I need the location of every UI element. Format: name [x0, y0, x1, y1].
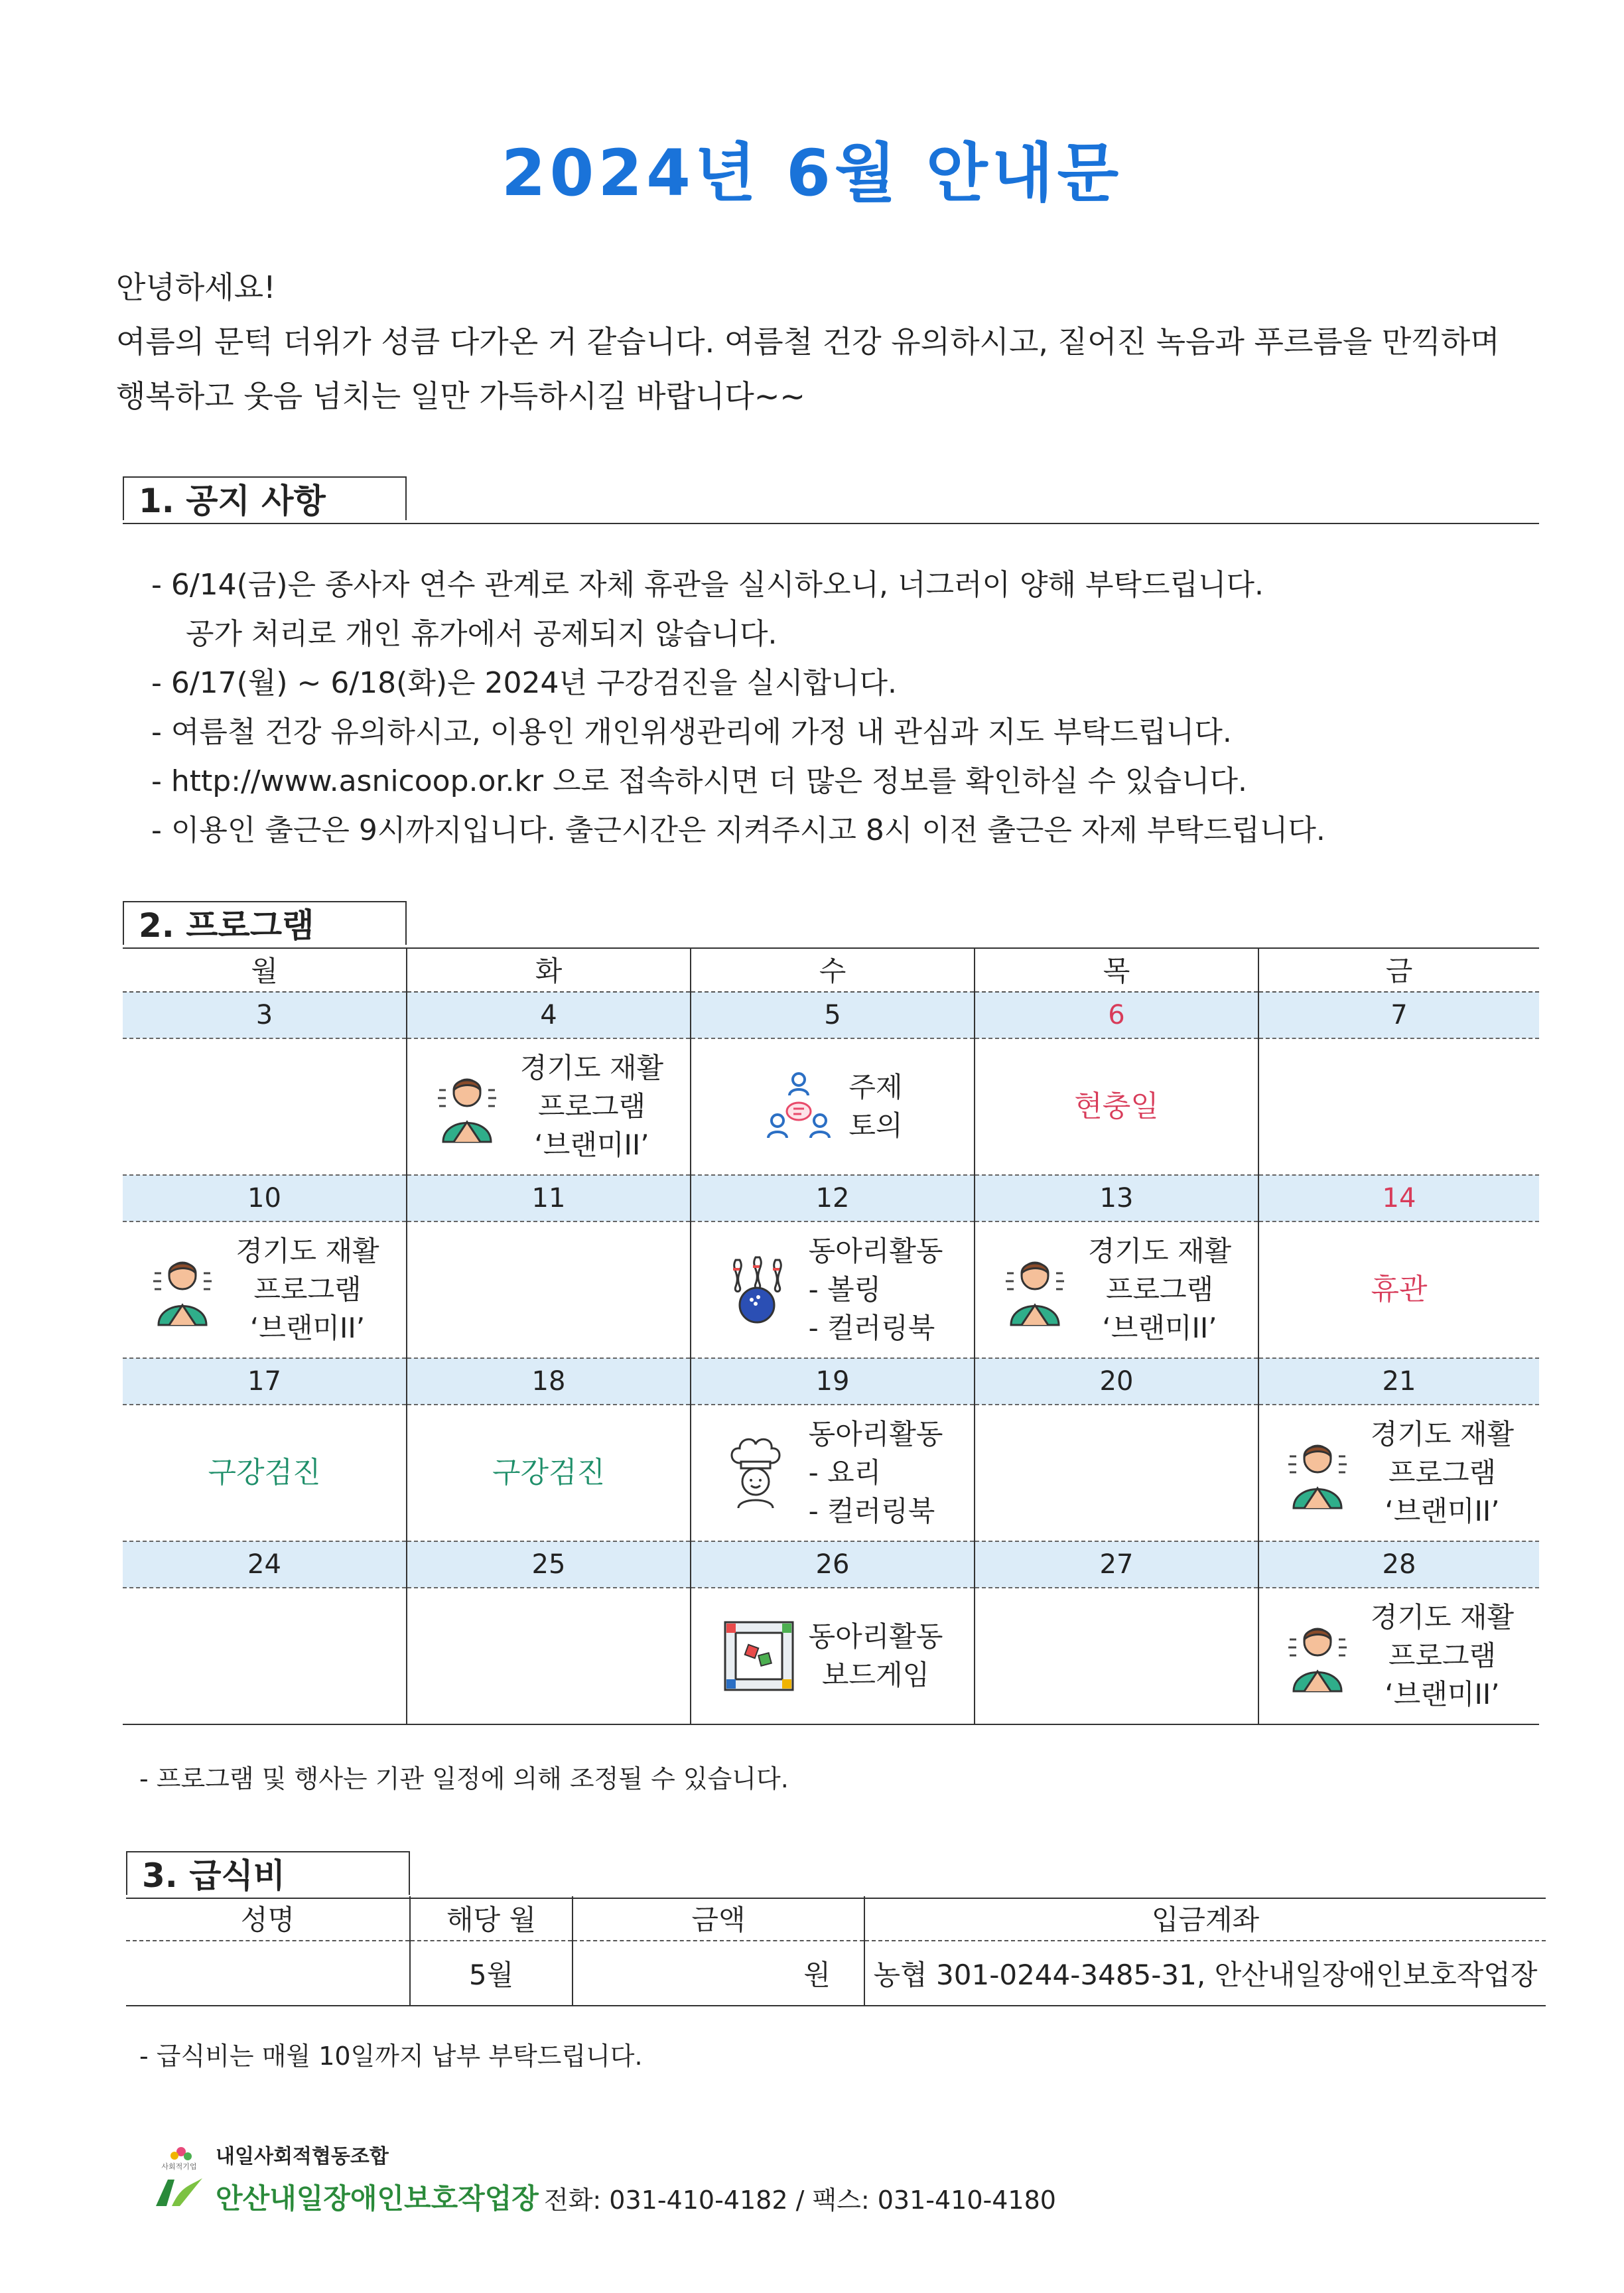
program-line: 동아리활동 [808, 1418, 943, 1450]
date-cell: 14 [1258, 1175, 1539, 1221]
program-line: 프로그램 [1105, 1273, 1214, 1306]
weekday-label: 목 [975, 947, 1258, 992]
program-line: 프로그램 [1388, 1456, 1497, 1489]
footer [149, 2140, 1056, 2215]
program-cell [975, 1405, 1258, 1541]
program-text [1088, 1232, 1231, 1348]
weekday-label: 금 [1258, 947, 1539, 992]
date-cell: 28 [1258, 1541, 1539, 1588]
program-cell [1258, 1588, 1539, 1724]
notice-item: - 여름철 건강 유의하시고, 이용인 개인위생관리에 가정 내 관심과 지도 부탁드립니다. [151, 715, 1232, 749]
fee-name [126, 1941, 410, 2006]
program-cell [691, 1038, 975, 1175]
date-cell: 21 [1258, 1358, 1539, 1405]
person-rehab-icon [434, 1070, 500, 1143]
notice-item: - 6/17(월) ~ 6/18(화)은 2024년 구강검진을 실시합니다. [151, 666, 897, 700]
fee-amount: 원 [573, 1941, 864, 2006]
program-cell [123, 1588, 407, 1724]
date-cell: 11 [407, 1175, 691, 1221]
program-row [123, 1405, 1539, 1541]
notice-item: 공가 처리로 개인 휴가에서 공제되지 않습니다. [186, 617, 778, 651]
date-cell: 5 [691, 992, 975, 1038]
program-text [809, 1415, 943, 1531]
program-cell [975, 1038, 1258, 1175]
program-cell [407, 1405, 691, 1541]
person-rehab-icon [1284, 1620, 1351, 1693]
date-cell: 25 [407, 1541, 691, 1588]
program-line: ‘브랜미II’ [249, 1312, 366, 1344]
date-cell: 12 [691, 1175, 975, 1221]
program-line: 동아리활동 [808, 1620, 943, 1653]
date-row [123, 1358, 1539, 1405]
fee-header: 금액 [573, 1896, 864, 1941]
person-rehab-icon [149, 1253, 216, 1326]
date-cell: 6 [975, 992, 1258, 1038]
org-subtitle: 내일사회적협동조합 [216, 2145, 389, 2168]
fee-header-row [126, 1896, 1546, 1941]
program-line: ‘브랜미II’ [1385, 1495, 1500, 1527]
date-cell: 18 [407, 1358, 691, 1405]
intro-line: 행복하고 웃음 넘치는 일만 가득하시길 바랍니다~~ [116, 378, 805, 414]
program-text [236, 1232, 379, 1348]
date-cell: 26 [691, 1541, 975, 1588]
program-line: 동아리활동 [808, 1235, 943, 1267]
program-line: 구강검진 [492, 1456, 605, 1490]
program-cell [975, 1221, 1258, 1358]
program-line: 경기도 재활 [1087, 1235, 1232, 1267]
weekday-label: 월 [123, 947, 407, 992]
date-row [123, 1541, 1539, 1588]
board-game-icon [722, 1620, 789, 1693]
program-text [809, 1618, 943, 1695]
program-line: 경기도 재활 [1370, 1418, 1515, 1450]
program-cell [1258, 1038, 1539, 1175]
notice-item: - http://www.asnicoop.or.kr 으로 접속하시면 더 많은 정보를 확인하실 수 있습니다. [151, 764, 1247, 798]
program-cell [123, 1405, 407, 1541]
program-cell [691, 1405, 975, 1541]
date-cell: 17 [123, 1358, 407, 1405]
org-name: 안산내일장애인보호작업장 [216, 2182, 539, 2215]
fee-header: 입금계좌 [864, 1896, 1546, 1941]
program-cell [407, 1221, 691, 1358]
section2-label: 2. 프로그램 [123, 901, 407, 945]
person-rehab-icon [1284, 1436, 1351, 1509]
program-text [809, 1232, 943, 1348]
program-line: ‘브랜미II’ [1385, 1678, 1500, 1710]
program-row [123, 1038, 1539, 1175]
section1-header [123, 476, 1539, 524]
program-text [1371, 1415, 1514, 1531]
program-text [848, 1068, 902, 1145]
discussion-group-icon [762, 1070, 829, 1143]
fee-row [126, 1941, 1546, 2006]
date-cell: 27 [975, 1541, 1258, 1588]
program-line: - 컬러링북 [808, 1495, 935, 1527]
program-line: 경기도 재활 [236, 1235, 379, 1267]
org-logo [149, 2140, 209, 2213]
program-line: 프로그램 [253, 1273, 362, 1306]
program-cell [691, 1221, 975, 1358]
intro-line: 여름의 문턱 더위가 성큼 다가온 거 같습니다. 여름철 건강 유의하시고, 짙어진 녹음과 푸르름을 만끽하며 [116, 324, 1500, 360]
date-cell: 3 [123, 992, 407, 1038]
section2-header [123, 901, 1539, 949]
weekday-header-row [123, 947, 1539, 992]
program-cell [1258, 1221, 1539, 1358]
logo-caption: 사회적기업 [161, 2162, 197, 2171]
notice-list [151, 561, 1325, 855]
date-row [123, 1175, 1539, 1221]
program-line: 주제 [848, 1071, 903, 1103]
program-line: ‘브랜미II’ [1102, 1312, 1217, 1344]
meal-fee-table [126, 1896, 1546, 2006]
program-cell [691, 1588, 975, 1724]
date-cell: 7 [1258, 992, 1539, 1038]
program-line: 경기도 재활 [519, 1052, 664, 1084]
date-cell: 13 [975, 1175, 1258, 1221]
program-line: 현충일 [1074, 1089, 1159, 1123]
notice-item: - 6/14(금)은 종사자 연수 관계로 자체 휴관을 실시하오니, 너그러이 양해 부탁드립니다. [151, 568, 1264, 602]
program-line: 보드게임 [821, 1659, 930, 1691]
notice-item: - 이용인 출근은 9시까지입니다. 출근시간은 지켜주시고 8시 이전 출근은 자제 부탁드립니다. [151, 813, 1325, 847]
date-cell: 19 [691, 1358, 975, 1405]
program-line: ‘브랜미II’ [534, 1129, 649, 1161]
program-cell [407, 1588, 691, 1724]
program-line: - 컬러링북 [808, 1312, 935, 1344]
program-line: 프로그램 [1388, 1639, 1497, 1672]
page-title: 2024년 6월 안내문 [501, 136, 1123, 210]
chef-icon [722, 1436, 789, 1509]
date-cell: 10 [123, 1175, 407, 1221]
program-text [1371, 1271, 1427, 1309]
fee-account: 농협 301-0244-3485-31, 안산내일장애인보호작업장 [864, 1941, 1546, 2006]
fee-month: 5월 [410, 1941, 573, 2006]
program-text [492, 1454, 605, 1492]
section3-header [126, 1851, 1546, 1899]
program-row [123, 1588, 1539, 1724]
fee-header: 해당 월 [410, 1896, 573, 1941]
program-row [123, 1221, 1539, 1358]
program-line: 휴관 [1371, 1273, 1428, 1306]
section1-label: 1. 공지 사항 [123, 476, 407, 520]
program-text [1074, 1087, 1159, 1126]
date-cell: 24 [123, 1541, 407, 1588]
program-cell [123, 1221, 407, 1358]
bowling-icon [722, 1253, 789, 1326]
program-line: 프로그램 [537, 1090, 646, 1123]
program-text [1371, 1598, 1514, 1714]
program-line: 토의 [848, 1109, 903, 1142]
weekday-label: 화 [407, 947, 691, 992]
program-line: - 볼링 [808, 1273, 882, 1306]
program-cell [1258, 1405, 1539, 1541]
program-line: 구강검진 [208, 1456, 321, 1490]
person-rehab-icon [1002, 1253, 1068, 1326]
program-calendar [123, 947, 1539, 1725]
program-cell [975, 1588, 1258, 1724]
weekday-label: 수 [691, 947, 975, 992]
intro-text [116, 260, 1542, 423]
calendar-note: - 프로그램 및 행사는 기관 일정에 의해 조정될 수 있습니다. [139, 1764, 789, 1793]
date-row [123, 992, 1539, 1038]
date-cell: 20 [975, 1358, 1258, 1405]
program-line: - 요리 [808, 1456, 882, 1489]
program-cell [123, 1038, 407, 1175]
intro-line: 안녕하세요! [116, 269, 276, 305]
date-cell: 4 [407, 992, 691, 1038]
program-cell [407, 1038, 691, 1175]
fee-header: 성명 [126, 1896, 410, 1941]
program-line: 경기도 재활 [1370, 1601, 1515, 1633]
fee-note: - 급식비는 매월 10일까지 납부 부탁드립니다. [139, 2042, 643, 2071]
section3-label: 3. 급식비 [126, 1851, 410, 1895]
program-text [208, 1454, 320, 1492]
program-text [520, 1049, 663, 1164]
contact-info: 전화: 031-410-4182 / 팩스: 031-410-4180 [544, 2186, 1056, 2215]
